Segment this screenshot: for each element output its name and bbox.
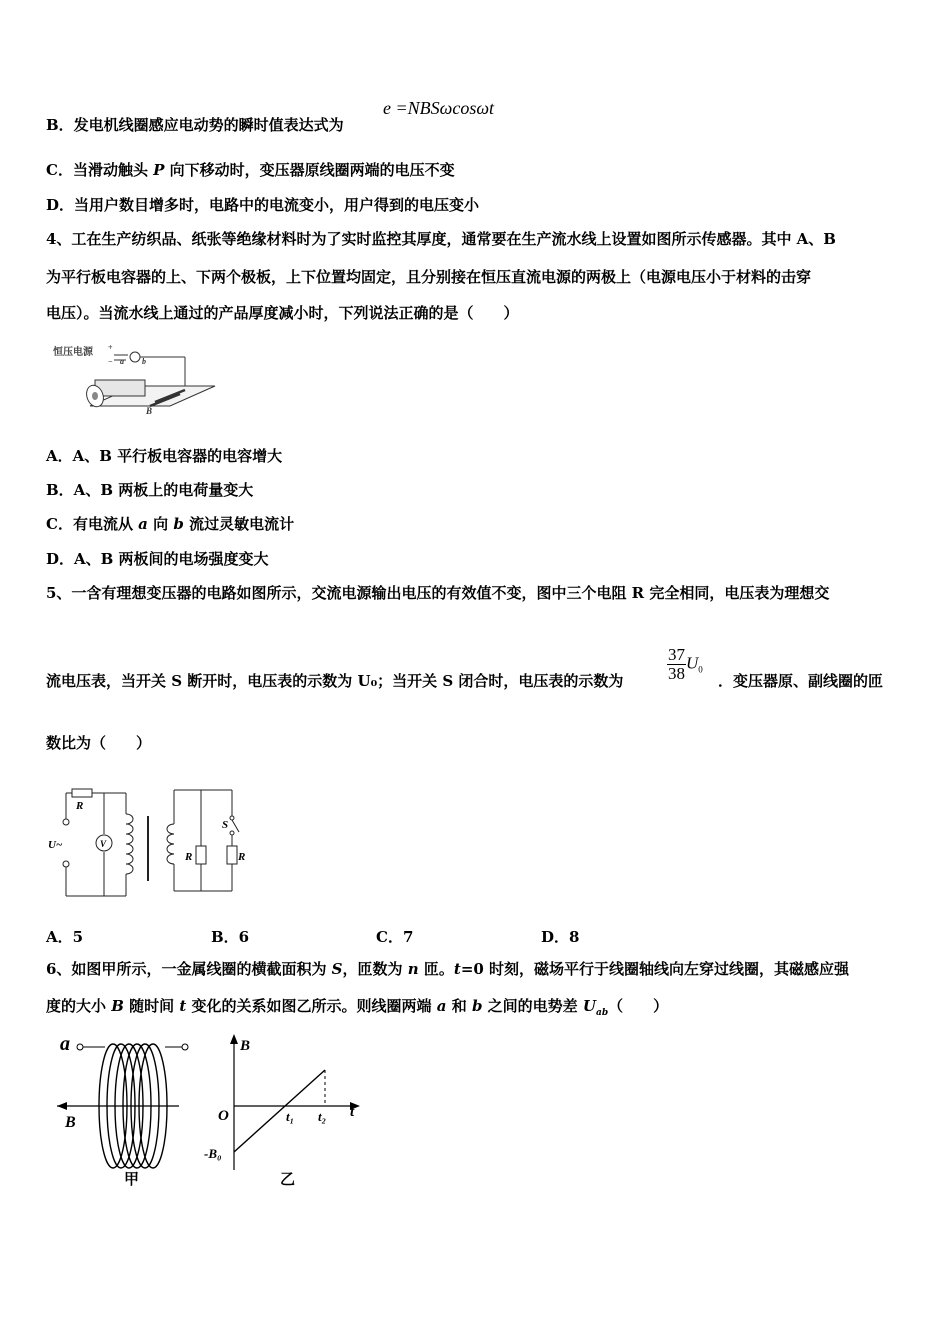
q4-stem-line3: 电压）。当流水线上通过的产品厚度减小时，下列说法正确的是（ ） — [46, 304, 519, 322]
q6-l1-S: S — [331, 960, 343, 978]
q6-l2-B: B — [111, 997, 124, 1015]
resistor-icon — [227, 846, 237, 864]
q4-option-c — [46, 514, 294, 534]
q5-option-a: A．5 — [46, 928, 84, 946]
q5-stem-line2-pre: 流电压表，当开关 S 断开时，电压表的示数为 U₀；当开关 S 闭合时，电压表的示数为 — [46, 672, 624, 690]
q3-option-c-post: 向下移动时，变压器原线圈两端的电压不变 — [164, 161, 455, 179]
resistor-icon — [72, 789, 92, 797]
q4-fig-label: 恒压电源 — [53, 347, 93, 358]
resistor-icon — [196, 846, 206, 864]
q5-option-c: C．7 — [376, 928, 414, 946]
q4-stem-line1: 4、工在生产纺织品、纸张等绝缘材料时为了实时监控其厚度，通常要在生产流水线上设置如图所示传感器。其中 A、B — [46, 230, 836, 248]
q6-fig-a: a — [60, 1033, 70, 1055]
q4-option-c-mid: 向 — [147, 515, 174, 533]
q6-l2-f: （ ） — [608, 997, 669, 1015]
q6-bt-graph — [200, 1030, 370, 1190]
q6-l2-e: 之间的电势差 — [482, 997, 583, 1015]
q6-stem-line1 — [46, 959, 849, 979]
q5-fig-V: V — [100, 839, 107, 849]
q5-stem-line2 — [46, 671, 623, 691]
q6-coil-figure — [55, 1030, 195, 1190]
q6-l2-a2: a — [436, 997, 447, 1015]
q5-frac-sub: 0 — [698, 664, 703, 675]
q6-l1-a: 6、如图甲所示，一金属线圈的横截面积为 — [46, 960, 332, 978]
q6-l2-sub: ab — [596, 1008, 609, 1018]
q5-frac-num: 37 — [668, 645, 685, 664]
q6-fig-negB0: -B₀ — [204, 1146, 222, 1161]
q6-l2-b: 随时间 — [123, 997, 180, 1015]
q4-fig-minus: − — [108, 357, 113, 366]
q6-fig-B-jia: B — [65, 1114, 76, 1131]
q6-stem-line2 — [46, 996, 668, 1023]
q4-option-d: D．A、B 两板间的电场强度变大 — [46, 550, 269, 568]
q6-l1-c: 匝。 — [418, 960, 454, 978]
q3-option-c — [46, 160, 455, 180]
q6-fig-t: t — [350, 1104, 355, 1120]
q3-option-b-text: B．发电机线圈感应电动势的瞬时值表达式为 — [46, 116, 344, 134]
q4-option-a: A．A、B 平行板电容器的电容增大 — [46, 447, 283, 465]
galvanometer-icon — [130, 352, 140, 362]
switch-icon — [232, 820, 239, 832]
q5-fig-R3: R — [238, 851, 246, 863]
q3-option-b-formula: e =NBSωcosωt — [383, 98, 495, 118]
q4-option-c-a: a — [138, 515, 148, 533]
q6-fig-t1: t₁ — [286, 1109, 295, 1124]
q6-l2-c: 变化的关系如图乙所示。则线圈两端 — [186, 997, 437, 1015]
q6-fig-O: O — [218, 1108, 229, 1124]
q6-l1-t: t — [453, 960, 461, 978]
q6-l2-t: t — [179, 997, 187, 1015]
q5-frac-den: 38 — [668, 664, 685, 683]
q6-fig-t2: t₂ — [318, 1109, 327, 1124]
q5-option-b: B．6 — [211, 928, 250, 946]
q4-fig-plus: + — [108, 343, 113, 352]
q4-stem-line2: 为平行板电容器的上、下两个极板，上下位置均固定，且分别接在恒压直流电源的两极上（电源电压小于材料的击穿 — [46, 268, 812, 286]
q5-stem-line1: 5、一含有理想变压器的电路如图所示，交流电源输出电压的有效值不变，图中三个电阻 R 完全相同，电压表为理想交 — [46, 584, 830, 602]
q5-stem-line2-post: ．变压器原、副线圈的匝 — [718, 672, 884, 690]
q4-option-c-post: 流过灵敏电流计 — [183, 515, 295, 533]
q5-circuit-figure — [46, 786, 256, 901]
q4-option-b: B．A、B 两板上的电荷量变大 — [46, 481, 254, 499]
b-line — [234, 1070, 325, 1152]
q6-fig-caption-yi: 乙 — [280, 1172, 296, 1188]
q3-option-c-var: P — [153, 161, 165, 179]
q4-sensor-figure — [50, 340, 220, 420]
q6-l2-a: 度的大小 — [46, 997, 112, 1015]
q3-option-d: D．当用户数目增多时，电路中的电流变小，用户得到的电压变小 — [46, 196, 480, 214]
secondary-coil-icon — [167, 824, 174, 864]
q5-frac-var: U — [686, 653, 699, 673]
q5-option-d: D．8 — [541, 928, 580, 946]
q6-l2-d: 和 — [446, 997, 472, 1015]
q6-l2-b2: b — [471, 997, 483, 1015]
q5-fig-S: S — [222, 819, 229, 831]
q4-option-c-b: b — [173, 515, 184, 533]
q4-fig-b: b — [142, 357, 146, 366]
q6-l2-U: U — [582, 997, 596, 1015]
arrow-left-icon — [57, 1102, 67, 1110]
q5-stem-line3: 数比为（ ） — [46, 734, 152, 752]
q4-fig-B: B — [146, 406, 153, 416]
q6-l1-b: ，匝数为 — [342, 960, 408, 978]
q5-fig-R2: R — [185, 851, 193, 863]
q3-option-c-pre: C．当滑动触头 — [46, 161, 154, 179]
q6-fig-caption-jia: 甲 — [124, 1172, 140, 1188]
q6-fig-B-yi: B — [240, 1038, 251, 1054]
arrow-up-icon — [230, 1034, 238, 1044]
q4-option-c-pre: C．有电流从 — [46, 515, 139, 533]
q3-option-b — [46, 115, 344, 135]
q5-fig-U: U~ — [48, 839, 63, 851]
q6-l1-n: n — [407, 960, 419, 978]
q4-fig-a: a — [120, 357, 124, 366]
q5-fig-R1: R — [76, 800, 84, 812]
q5-fraction — [667, 646, 703, 683]
q6-l1-d: =0 时刻，磁场平行于线圈轴线向左穿过线圈，其磁感应强 — [460, 960, 850, 978]
primary-coil-icon — [126, 814, 133, 874]
